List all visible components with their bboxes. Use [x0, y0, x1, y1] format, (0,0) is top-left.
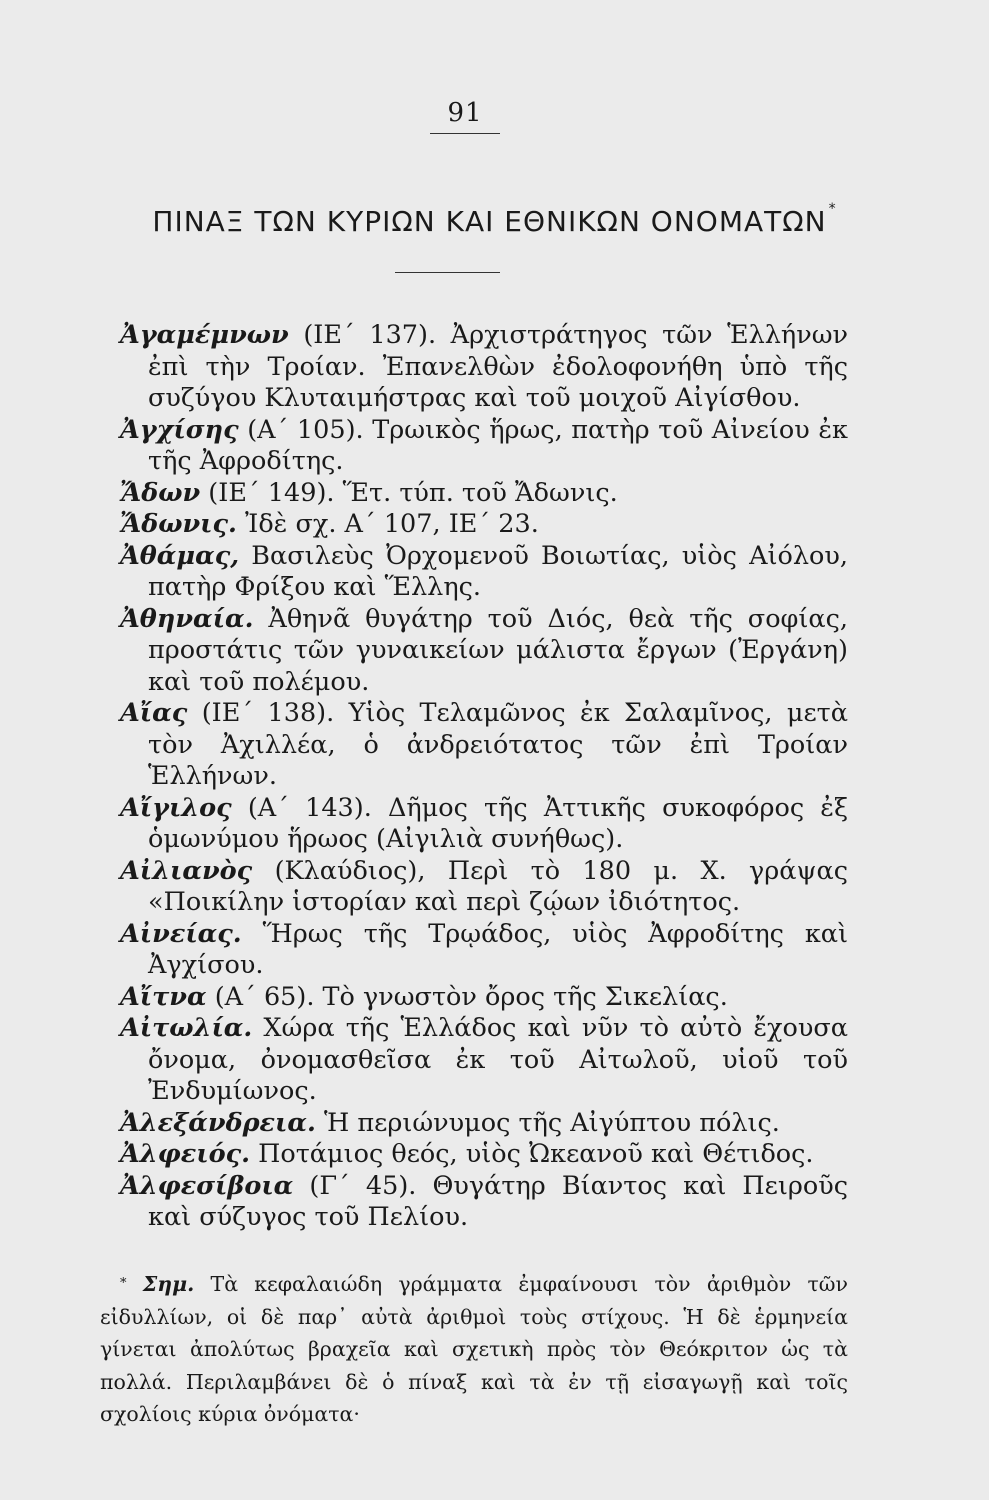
entry-text: (Α΄ 143). Δῆμος τῆς Ἀττικῆς συκοφόρος ἐξ ὁμωνύμου ἥρωος (Αἰγιλιὰ συνήθως). [148, 792, 848, 854]
index-entries [120, 320, 848, 1234]
page-title [0, 201, 989, 238]
entry-headword: Ἀθηναία. [120, 603, 254, 634]
entry-text: (Κλαύδιος), Περὶ τὸ 180 μ. Χ. γράψας «Ποικίλην ἱστορίαν καὶ περὶ ζῴων ἰδιότητος. [148, 855, 849, 917]
entry-text: (Α΄ 105). Τρωικὸς ἥρως, πατὴρ τοῦ Αἰνείου ἐκ τῆς Ἀφροδίτης. [148, 414, 848, 476]
entry-headword: Ἄδων [120, 477, 201, 508]
entry-text: Ἰδὲ σχ. Α΄ 107, ΙΕ΄ 23. [245, 509, 539, 539]
index-entry [120, 1171, 848, 1234]
entry-headword: Ἀλεξάνδρεια. [120, 1107, 316, 1138]
index-entry [120, 604, 848, 699]
entry-text: Βασιλεὺς Ὀρχομενοῦ Βοιωτίας, υἱὸς Αἰόλου, πατὴρ Φρίξου καὶ Ἕλλης. [148, 540, 848, 602]
page-number: 91 [447, 98, 483, 128]
index-entry [120, 1139, 848, 1171]
index-entry [120, 541, 848, 604]
footnote-text: Τὰ κεφαλαιώδη γράμματα ἐμφαίνουσι τὸν ἀριθμὸν τῶν εἰδυλλίων, οἱ δὲ παρ᾿ αὐτὰ ἀριθμοὶ τοὺς στίχους. Ἡ δὲ ἑρμηνεία γίνεται ἀπολύτως βραχεῖα καὶ σχετικὴ πρὸς τὸν Θεόκριτον ὡς τὰ πολλά. Περιλαμβάνει δὲ ὁ πίναξ καὶ τὰ ἐν τῇ εἰσαγωγῇ καὶ τοῖς σχολίοις κύρια ὀνόματα· [100, 1272, 848, 1426]
entry-text: Χώρα τῆς Ἑλλάδος καὶ νῦν τὸ αὐτὸ ἔχουσα ὄνομα, ὀνομασθεῖσα ἐκ τοῦ Αἰτωλοῦ, υἱοῦ τοῦ Ἐνδυμίωνος. [148, 1013, 848, 1106]
index-entry [120, 1013, 848, 1108]
index-entry [120, 509, 848, 541]
index-entry [120, 1108, 848, 1140]
divider-rule [395, 272, 500, 273]
index-entry [120, 415, 848, 478]
index-entry [120, 698, 848, 793]
entry-headword: Ἀθάμας, [120, 540, 240, 571]
entry-text: (Α΄ 65). Τὸ γνωστὸν ὄρος τῆς Σικελίας. [214, 981, 728, 1012]
entry-headword: Ἀλφεσίβοια [120, 1170, 294, 1201]
index-entry [120, 856, 848, 919]
entry-headword: Αἴτνα [120, 981, 207, 1012]
index-entry [120, 320, 848, 415]
index-entry [120, 982, 848, 1014]
entry-headword: Ἀγχίσης [120, 414, 239, 445]
entry-headword: Αἴγιλος [120, 792, 232, 823]
index-entry [120, 478, 848, 510]
entry-text: (ΙΕ΄ 149). Ἕτ. τύπ. τοῦ Ἄδωνις. [208, 477, 618, 508]
entry-text: Ἀθηνᾶ θυγάτηρ τοῦ Διός, θεὰ τῆς σοφίας, προστάτις τῶν γυναικείων μάλιστα ἔργων (Ἐργάνη) καὶ τοῦ πολέμου. [148, 603, 849, 697]
footnote-label: Σημ. [142, 1272, 195, 1296]
entry-text: (ΙΕ΄ 138). Υἱὸς Τελαμῶνος ἐκ Σαλαμῖνος, μετὰ τὸν Ἀχιλλέα, ὁ ἀνδρειότατος τῶν ἐπὶ Τροίαν Ἑλλήνων. [148, 698, 848, 791]
page-title-text: ΠΙΝΑΞ ΤΩΝ ΚΥΡΙΩΝ ΚΑΙ ΕΘΝΙΚΩΝ ΟΝΟΜΑΤΩΝ [152, 205, 827, 238]
entry-text: Ποτάμιος θεός, υἱὸς Ὠκεανοῦ καὶ Θέτιδος. [258, 1139, 814, 1169]
entry-headword: Αἴας [120, 698, 188, 728]
index-entry [120, 919, 848, 982]
entry-text: (Γ΄ 45). Θυγάτηρ Βίαντος καὶ Πειροῦς καὶ σύζυγος τοῦ Πελίου. [148, 1170, 848, 1232]
footnote-marker: * [828, 201, 837, 217]
divider-rule [430, 133, 500, 134]
footnote-marker: * [120, 1276, 127, 1291]
entry-headword: Αἰτωλία. [120, 1013, 253, 1043]
footnote [100, 1268, 848, 1431]
entry-headword: Αἰλιανὸς [120, 855, 253, 886]
entry-headword: Ἀλφειός. [120, 1139, 250, 1169]
entry-headword: Ἀγαμέμνων [120, 320, 289, 350]
index-entry [120, 793, 848, 856]
entry-text: (ΙΕ΄ 137). Ἀρχιστράτηγος τῶν Ἑλλήνων ἐπὶ τὴν Τροίαν. Ἐπανελθὼν ἐδολοφονήθη ὑπὸ τῆς συζύγου Κλυταιμήστρας καὶ τοῦ μοιχοῦ Αἰγίσθου. [148, 320, 848, 413]
entry-text: Ἡ περιώνυμος τῆς Αἰγύπτου πόλις. [324, 1107, 780, 1138]
entry-headword: Αἰνείας. [120, 918, 242, 949]
entry-headword: Ἄδωνις. [120, 509, 237, 539]
entry-text: Ἥρως τῆς Τρῳάδος, υἱὸς Ἀφροδίτης καὶ Ἀγχίσου. [148, 918, 848, 980]
